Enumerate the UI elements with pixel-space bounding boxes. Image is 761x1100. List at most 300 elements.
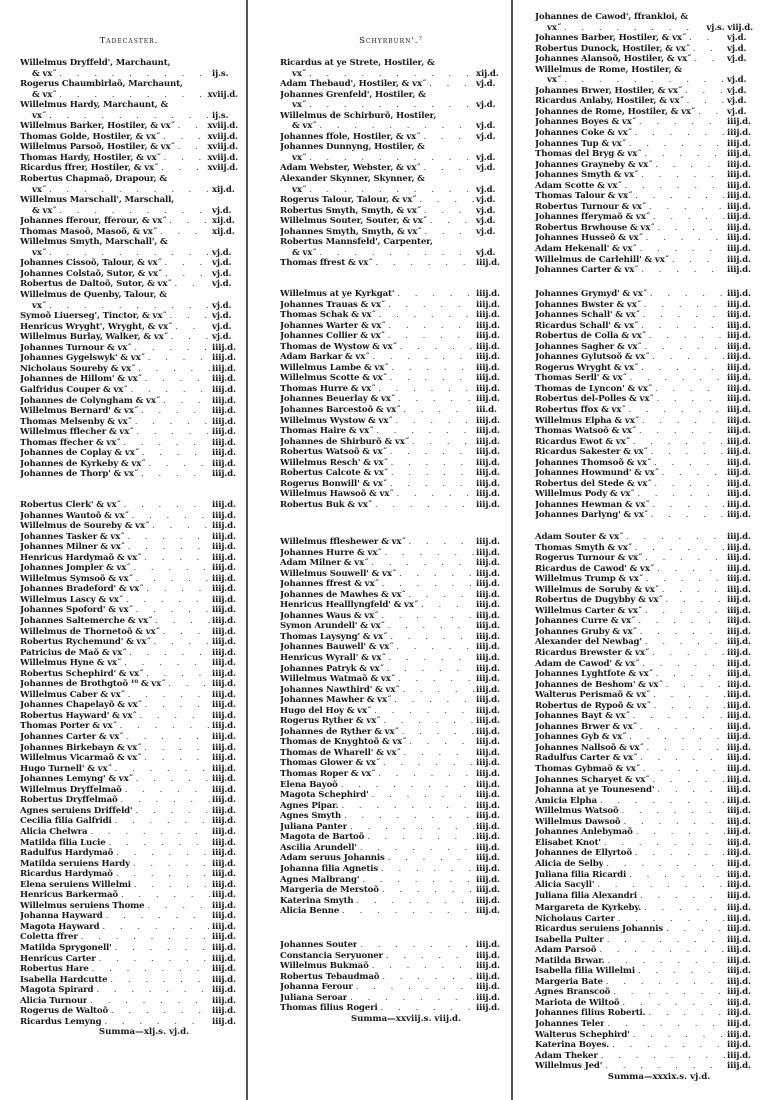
leader-dots <box>160 627 210 638</box>
entry-row <box>280 716 502 727</box>
entry-amount: ij.s. <box>212 68 229 79</box>
entry-name: Willelmus Hardy, Marchaunt, & <box>20 100 169 111</box>
entry-amount: iiij.d. <box>727 299 751 310</box>
entry-row <box>280 163 502 174</box>
entry-amount: iiij.d. <box>727 774 751 785</box>
entry-row <box>20 500 238 511</box>
entry-row <box>280 321 502 332</box>
entry-name: Hugo del Hoy & vx˝ <box>280 705 372 716</box>
entry-amount: iiij.d. <box>476 299 500 310</box>
leader-dots <box>122 785 210 796</box>
entry-row <box>535 394 753 405</box>
entry-name: Ricardus ffrer, Hostiler, & vx˝ <box>20 163 159 174</box>
entry-row <box>535 945 753 956</box>
entry-row <box>280 352 502 363</box>
entry-amount: iiij.d. <box>476 842 500 853</box>
entry-amount: iiij.d. <box>727 742 751 753</box>
entry-row <box>280 447 502 458</box>
leader-dots <box>87 827 210 838</box>
entry-name: Johannes Souter <box>280 940 358 950</box>
entry-name: Willelmus Hawsoõ & vx˝ <box>280 489 394 500</box>
entry-amount: iiij.d. <box>476 621 500 632</box>
entry-amount: iiij.d. <box>727 669 751 680</box>
entry-amount: iiij.d. <box>727 700 751 711</box>
column-divider <box>511 0 513 1100</box>
entry-name: Ricardus Hardymaõ <box>20 869 113 880</box>
entry-name: Symoõ Liuerseg', Tinctor, & vx˝ <box>20 311 167 322</box>
section-heading: Schyrburn'.⁷ <box>359 36 423 46</box>
entry-name: Johannes Milner & vx˝ <box>20 542 125 553</box>
entry-continuation <box>20 69 238 80</box>
entry-name: Coletta ffrer <box>20 932 78 943</box>
entry-name: & vx˝ <box>32 205 57 216</box>
entry-row <box>535 606 753 617</box>
entry-name: Katerina Boyes. <box>535 1040 610 1051</box>
summa-total: Summa—xxxix.s. vj.d. <box>607 1071 711 1082</box>
leader-dots <box>135 364 210 375</box>
entry-amount: iiij.d. <box>476 800 500 811</box>
entry-amount: iiij.d. <box>212 658 236 669</box>
entry-name: Robertus Brwhouse & vx˝ <box>535 222 655 233</box>
entry-name: Robertus Tebaudmaõ <box>280 971 380 982</box>
entry-amount: iiij.d. <box>727 595 751 606</box>
entry-name: Johannes Bauwell' & vx˝ <box>280 642 394 653</box>
entry-row <box>280 479 502 490</box>
leader-dots <box>636 426 725 437</box>
entry-amount: iiij.d. <box>212 384 236 395</box>
entry-row <box>20 690 238 701</box>
entry-amount: iiij.d. <box>476 383 500 394</box>
entry-name: Willelmus Dawsoõ <box>535 816 621 827</box>
leader-dots <box>353 982 474 993</box>
entry-name: Walterus Schephird' <box>535 1029 630 1040</box>
entry-row <box>535 574 753 585</box>
entry-amount: vj.d. <box>727 43 747 54</box>
entry-amount: vj.d. <box>212 247 232 258</box>
leader-dots <box>605 956 725 967</box>
leader-dots <box>124 532 210 543</box>
entry-name: Willelmus Watsoõ <box>535 806 619 817</box>
entry-amount: iiij.d. <box>212 890 236 901</box>
leader-dots <box>113 869 210 880</box>
entry-name: Johannes Saltemerche & vx˝ <box>20 616 153 627</box>
leader-dots <box>651 458 725 469</box>
entry-row <box>535 680 753 691</box>
entry-amount: iiij.d. <box>212 774 236 785</box>
entry-name: Magota Schephird' <box>280 790 369 801</box>
entry-row <box>535 595 753 606</box>
entry-name: Thomas Serll' & vx˝ <box>535 373 627 384</box>
entry-name: Juliana filia Ricardi <box>535 869 627 880</box>
leader-dots <box>652 384 725 395</box>
leader-dots <box>385 621 474 632</box>
entry-name: Willelmus Jed' <box>535 1061 603 1072</box>
entry-continuation <box>20 206 238 217</box>
leader-dots <box>632 128 725 139</box>
entry-row <box>20 553 238 564</box>
entry-row <box>535 935 753 946</box>
leader-dots <box>56 90 205 101</box>
entry-group <box>280 537 502 917</box>
entry-row <box>535 817 753 828</box>
entry-amount: xviij.d. <box>207 131 238 142</box>
leader-dots <box>623 532 725 543</box>
entry-name: Johannes Trauas & vx˝ <box>280 299 385 310</box>
entry-row <box>535 289 753 300</box>
entry-name: Johannes fferymaõ & vx˝ <box>535 212 650 223</box>
entry-amount: iiij.d. <box>476 950 500 961</box>
entry-amount: iiij.d. <box>212 879 236 890</box>
entry-row <box>20 574 238 585</box>
leader-dots <box>120 438 210 449</box>
entry-amount: iiij.d. <box>212 942 236 953</box>
entry-name: Ascilia Arundell' <box>280 842 357 853</box>
leader-dots <box>610 987 725 998</box>
entry-name: Amicia Elpha <box>535 795 597 806</box>
leader-dots <box>643 574 725 585</box>
leader-dots <box>392 416 474 427</box>
entry-row <box>535 447 753 458</box>
leader-dots <box>621 817 725 828</box>
entry-row <box>20 648 238 659</box>
entry-amount: iiij.d. <box>212 563 236 574</box>
entry-row <box>280 558 502 569</box>
entry-group <box>280 940 502 1025</box>
entry-row <box>20 669 238 680</box>
entry-name: Juliana Seroar <box>280 992 348 1003</box>
entry-name: Johannes de Coplay & vx˝ <box>20 448 139 459</box>
entry-name: Willelmus Carter & vx˝ <box>535 605 642 616</box>
leader-dots <box>371 706 474 717</box>
entry-amount: iiij.d. <box>727 117 751 128</box>
leader-dots <box>46 111 210 122</box>
entry-name: Elena seruiens Willelmi <box>20 879 131 890</box>
leader-dots <box>388 363 474 374</box>
leader-dots <box>649 648 725 659</box>
leader-dots <box>123 595 210 606</box>
entry-amount: iiij.d. <box>727 732 751 743</box>
entry-row <box>20 332 238 343</box>
leader-dots <box>640 310 725 321</box>
entry-amount: iiij.d. <box>476 457 500 468</box>
entry-amount: xviij.d. <box>207 152 238 163</box>
entry-amount: iiij.d. <box>727 436 751 447</box>
leader-dots <box>306 153 474 164</box>
entry-amount: iiij.d. <box>727 987 751 998</box>
entry-row <box>280 896 502 907</box>
leader-dots <box>625 405 725 416</box>
entry-amount: iiij.d. <box>727 785 751 796</box>
entry-group <box>20 500 238 1038</box>
entry-amount: iiij.d. <box>212 626 236 637</box>
entry-amount: iiij.d. <box>476 961 500 972</box>
leader-dots <box>166 311 210 322</box>
entry-amount: iiij.d. <box>727 1061 751 1072</box>
entry-row <box>535 33 753 44</box>
entry-amount: iiij.d. <box>727 394 751 405</box>
entry-amount: iiij.d. <box>212 510 236 521</box>
entry-name: Agnes Malbrang' <box>280 874 360 885</box>
entry-row <box>535 331 753 342</box>
entry-name: Isabella filia Willelmi <box>535 966 635 977</box>
entry-row <box>280 416 502 427</box>
entry-name: Willelmus ffleshewer & vx˝ <box>280 537 406 547</box>
entry-row <box>535 321 753 332</box>
entry-name: Johannes Hurre & vx˝ <box>280 547 382 558</box>
leader-dots <box>651 701 725 712</box>
leader-dots <box>125 542 210 553</box>
entry-amount: iiij.d. <box>727 1019 751 1030</box>
leader-dots <box>56 69 210 80</box>
leader-dots <box>121 658 210 669</box>
entry-name: Johannes de Hillom' & vx˝ <box>20 374 142 385</box>
entry-amount: vj.s. viij.d. <box>706 22 753 33</box>
entry-amount: iiij.d. <box>727 955 751 966</box>
entry-row <box>535 711 753 722</box>
entry-name: Johannes Mawher & vx˝ <box>280 695 392 706</box>
entry-name: Thomas Porter & vx˝ <box>20 721 117 732</box>
entry-amount: iiij.d. <box>476 832 500 843</box>
leader-dots <box>626 139 725 150</box>
entry-continuation <box>280 185 502 196</box>
leader-dots <box>636 117 725 128</box>
entry-row <box>535 181 753 192</box>
entry-row <box>280 951 502 962</box>
entry-row <box>280 458 502 469</box>
entry-row <box>535 785 753 796</box>
entry-row <box>280 737 502 748</box>
entry-name: Matilda Brwar. <box>535 955 605 966</box>
entry-amount: iiij.d. <box>727 383 751 394</box>
entry-row <box>280 632 502 643</box>
entry-amount: iiij.d. <box>727 457 751 468</box>
entry-name: Willelmus Watmaõ & vx˝ <box>280 674 395 685</box>
entry-row <box>535 12 753 23</box>
entry-row <box>280 405 502 416</box>
entry-name: Robertus Rychemund' & vx˝ <box>20 637 151 648</box>
entry-row <box>535 202 753 213</box>
leader-dots <box>647 289 725 300</box>
leader-dots <box>395 394 474 405</box>
entry-row <box>20 700 238 711</box>
entry-row <box>280 642 502 653</box>
entry-name: Radulfus Carter & vx˝ <box>535 753 638 764</box>
entry-row <box>535 870 753 881</box>
entry-row <box>20 932 238 943</box>
entry-group <box>535 12 753 276</box>
entry-name: Johannes Gylutsoõ & vx˝ <box>535 352 650 363</box>
entry-name: Thomas filius Rogeri <box>280 1003 378 1014</box>
entry-row <box>280 132 502 143</box>
leader-dots <box>641 300 725 311</box>
entry-row <box>280 811 502 822</box>
entry-row <box>20 427 238 438</box>
entry-row <box>20 806 238 817</box>
entry-row <box>20 827 238 838</box>
leader-dots <box>420 163 474 174</box>
entry-row <box>280 195 502 206</box>
entry-name: Elena Bayoõ <box>280 779 338 790</box>
entry-amount: iiij.d. <box>476 310 500 321</box>
entry-row <box>20 880 238 891</box>
entry-name: Agnes Branscoõ <box>535 987 611 998</box>
entry-row <box>20 374 238 385</box>
entry-amount: ij.s. <box>212 110 229 121</box>
entry-row <box>535 806 753 817</box>
leader-dots <box>316 248 474 259</box>
entry-amount: iiij.d. <box>476 874 500 885</box>
leader-dots <box>652 160 725 171</box>
entry-amount: iiij.d. <box>212 1006 236 1017</box>
entry-row <box>280 832 502 843</box>
entry-amount: iiij.d. <box>727 880 751 891</box>
entry-name: Willelmus Marschall', Marschall, <box>20 195 175 206</box>
entry-row <box>280 569 502 580</box>
entry-amount: iiij.d. <box>212 1016 236 1027</box>
entry-name: Ricardus Ewot & vx˝ <box>535 436 630 447</box>
leader-dots <box>385 331 474 342</box>
leader-dots <box>46 248 210 259</box>
entry-amount: iiij.d. <box>476 684 500 695</box>
entry-row <box>535 669 753 680</box>
entry-name: Henricus Wryght', Wryght, & vx˝ <box>20 321 173 332</box>
leader-dots <box>369 790 474 801</box>
leader-dots <box>341 811 474 822</box>
entry-name: Ricardus Brewster & vx˝ <box>535 648 649 659</box>
entry-amount: iiij.d. <box>727 128 751 139</box>
entry-row <box>20 279 238 290</box>
entry-amount: iiij.d. <box>476 394 500 405</box>
entry-row <box>280 674 502 685</box>
entry-amount: iiij.d. <box>212 395 236 406</box>
entry-row <box>280 706 502 717</box>
entry-row <box>535 233 753 244</box>
entry-amount: iiij.d. <box>727 584 751 595</box>
leader-dots <box>385 300 474 311</box>
entry-row <box>535 363 753 374</box>
leader-dots <box>418 600 474 611</box>
entry-name: Johanna Hayward <box>20 911 103 922</box>
leader-dots <box>635 616 725 627</box>
entry-name: Henricus Wyrall' & vx˝ <box>280 653 386 664</box>
leader-dots <box>637 627 725 638</box>
entry-name: Willelmus at ye Kyrkgat' <box>280 289 395 299</box>
entry-name: Willelmus Parsoõ, Hostiler, & vx˝ <box>20 142 175 153</box>
entry-amount: iiij.d. <box>212 795 236 806</box>
leader-dots <box>561 23 704 34</box>
entry-row <box>280 500 502 511</box>
column-schyrburn <box>280 0 502 1100</box>
entry-name: & vx˝ <box>292 121 317 132</box>
entry-row <box>280 748 502 759</box>
entry-name: Magota Spirard <box>20 985 94 996</box>
entry-name: vx˝ <box>32 300 46 311</box>
entry-row <box>535 117 753 128</box>
entry-name: Symon Arundell' & vx˝ <box>280 621 385 632</box>
leader-dots <box>427 216 474 227</box>
entry-amount: iiij.d. <box>727 711 751 722</box>
leader-dots <box>143 584 210 595</box>
leader-dots <box>375 769 474 780</box>
leader-dots <box>338 801 474 812</box>
entry-row <box>20 721 238 732</box>
entry-name: Robertus del Stede & vx˝ <box>535 478 652 489</box>
leader-dots <box>89 964 210 975</box>
entry-name: Johannes Thomsoõ & vx˝ <box>535 457 652 468</box>
entry-amount: vj.d. <box>476 79 496 90</box>
entry-row <box>280 769 502 780</box>
entry-name: Johanna at ye Tounesend' <box>535 785 655 796</box>
entry-name: Robertus Dunock, Hostiler, & vx˝ <box>535 43 690 54</box>
entry-name: Johannes Birkebayn & vx˝ <box>20 742 142 753</box>
entry-name: Johannes de Colyngham & vx˝ <box>20 395 160 406</box>
leader-dots <box>129 511 210 522</box>
entry-name: Willelmus Pody & vx˝ <box>535 489 635 500</box>
entry-name: Johannes Grymyd' & vx˝ <box>535 289 647 299</box>
leader-dots <box>145 353 210 364</box>
entry-name: Thomas ffecher & vx˝ <box>20 437 121 448</box>
leader-dots <box>145 459 210 470</box>
entry-amount: iiij.d. <box>476 489 500 500</box>
entry-name: Adam seruus Johannis <box>280 853 385 864</box>
entry-row <box>20 911 238 922</box>
leader-dots <box>123 732 210 743</box>
entry-amount: iiij.d. <box>727 447 751 458</box>
leader-dots <box>387 632 474 643</box>
entry-amount: iiij.d. <box>476 568 500 579</box>
leader-dots <box>78 932 210 943</box>
leader-dots <box>306 185 474 196</box>
entry-row <box>20 311 238 322</box>
entry-amount: iiij.d. <box>212 753 236 764</box>
entry-name: Johannes Tasker & vx˝ <box>20 531 125 542</box>
entry-row <box>535 107 753 118</box>
entry-row <box>535 532 753 543</box>
entry-row <box>280 537 502 548</box>
leader-dots <box>133 427 210 438</box>
entry-name: Johannes ffrest & vx˝ <box>280 579 379 590</box>
entry-row <box>535 722 753 733</box>
entry-amount: iiij.d. <box>212 427 236 438</box>
entry-row <box>535 244 753 255</box>
entry-name: Thomas de Wharell' & vx˝ <box>280 747 401 758</box>
entry-amount: iiij.d. <box>212 594 236 605</box>
entry-name: Robertus Chapmaõ, Drapour, & <box>20 174 167 185</box>
entry-amount: iiij.d. <box>727 626 751 637</box>
entry-name: Agnes seruiens Driffeld' <box>20 805 133 816</box>
entry-amount: iiij.d. <box>212 573 236 584</box>
entry-name: Adam Theker <box>535 1050 598 1061</box>
entry-name: Robertus Smyth, Smyth, & vx˝ <box>280 205 421 216</box>
entry-amount: vj.d. <box>212 300 232 311</box>
entry-amount: iiij.d. <box>212 406 236 417</box>
entry-name: Willelmus Bernard' & vx˝ <box>20 406 138 417</box>
entry-amount: iiij.d. <box>727 848 751 859</box>
entry-name: Johannes ffole, Hostiler, & vx˝ <box>280 131 421 142</box>
entry-amount: iiij.d. <box>727 890 751 901</box>
leader-dots <box>601 838 725 849</box>
entry-name: Adam Barkar & vx˝ <box>280 352 370 363</box>
entry-row <box>280 611 502 622</box>
entry-name: Ricardus Lemyng <box>20 1016 102 1027</box>
leader-dots <box>378 611 474 622</box>
entry-group <box>280 289 502 510</box>
leader-dots <box>639 659 725 670</box>
entry-row <box>20 732 238 743</box>
entry-name: Thomas Golde, Hostiler, & vx˝ <box>20 131 161 142</box>
entry-name: Rogerus Ryther & vx˝ <box>280 716 381 727</box>
entry-amount: vj.d. <box>476 195 496 206</box>
